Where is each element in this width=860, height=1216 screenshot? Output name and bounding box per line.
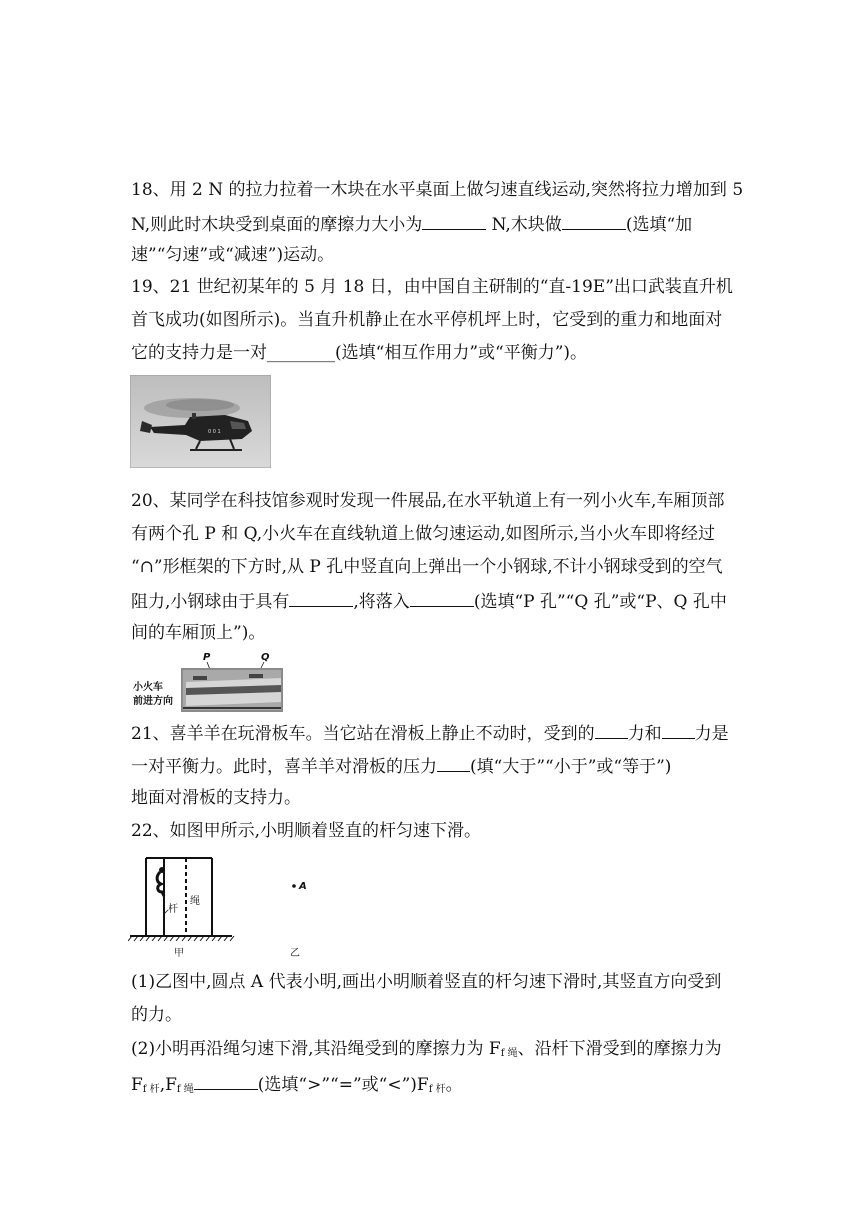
- q20-text-4b: ,将落入: [353, 592, 410, 612]
- q22-part2-text-2c: (选填“>”“=”或“<”)F: [257, 1075, 429, 1095]
- train-diagram: [131, 648, 283, 712]
- q20-line-2: [131, 524, 715, 544]
- q18-text-2a: N,则此时木块受到桌面的摩擦力大小为: [131, 215, 423, 235]
- q22-text-1: 22、如图甲所示,小明顺着竖直的杆匀速下滑。: [131, 821, 482, 841]
- answer-blank[interactable]: [562, 213, 626, 230]
- label-yi: 乙: [290, 948, 300, 959]
- label-jia: 甲: [174, 948, 184, 959]
- helicopter-photo: [130, 375, 271, 468]
- q22-part2-text-2b: ,F: [159, 1075, 177, 1095]
- subscript-f-gan-2: f 杆: [428, 1084, 446, 1095]
- q20-line-4: [131, 590, 727, 612]
- point-a: [292, 884, 296, 888]
- subscript-f-sheng: f 绳: [500, 1048, 518, 1059]
- q21-text-2b: (填“大于”“小于”或“等于”): [470, 757, 672, 777]
- pole-rope-figure: [128, 852, 328, 962]
- pole-rope-diagram: [128, 852, 328, 962]
- answer-blank[interactable]: [662, 722, 695, 739]
- answer-blank[interactable]: [289, 590, 353, 607]
- label-a: A: [299, 881, 307, 892]
- q22-part2-text-1b: 、沿杆下滑受到的摩擦力为: [517, 1039, 722, 1059]
- q19-text-2: 首飞成功(如图所示)。当直升机静止在水平停机坪上时，它受到的重力和地面对: [131, 310, 723, 330]
- q22-part2-text-2d: 。: [445, 1075, 463, 1095]
- helicopter-image: [130, 375, 271, 468]
- q20-text-3: “∩”形框架的下方时,从 P 孔中竖直向上弹出一个小钢球,不计小钢球受到的空气: [131, 557, 723, 577]
- answer-blank[interactable]: [437, 755, 470, 772]
- label-sheng: 绳: [190, 896, 200, 907]
- q22-part2-line-2: [131, 1073, 463, 1100]
- answer-blank[interactable]: [410, 590, 474, 607]
- q20-line-3: [131, 557, 723, 577]
- q18-text-2b: N,木块做: [486, 215, 562, 235]
- q19-text-3: 它的支持力是一对________(选填“相互作用力”或“平衡力”)。: [131, 343, 588, 363]
- q21-line-1: [131, 722, 729, 744]
- q19-line-3: [131, 343, 587, 363]
- answer-blank[interactable]: [595, 722, 628, 739]
- q19-line-2: [131, 310, 722, 330]
- q20-text-2: 有两个孔 P 和 Q,小火车在直线轨道上做匀速运动,如图所示,当小火车即将经过: [131, 524, 715, 544]
- q22-part1-text-1: (1)乙图中,圆点 A 代表小明,画出小明顺着竖直的杆匀速下滑时,其竖直方向受到: [131, 972, 722, 992]
- q19-text-1: 19、21 世纪初某年的 5 月 18 日，由中国自主研制的“直-19E”出口武装直升机: [131, 277, 733, 297]
- q22-part2-text-2a: F: [131, 1075, 143, 1095]
- q20-text-1: 20、某同学在科技馆参观时发现一件展品,在水平轨道上有一列小火车,车厢顶部: [131, 491, 725, 511]
- train-label-2: 前进方向: [133, 696, 173, 707]
- q18-line-1: [131, 180, 743, 200]
- q20-text-5: 间的车厢顶上”)。: [131, 623, 266, 643]
- q21-text-1b: 力和: [627, 724, 662, 744]
- q20-text-4a: 阻力,小钢球由于具有: [131, 592, 290, 612]
- label-q: Q: [261, 652, 270, 663]
- q21-line-2: [131, 755, 671, 777]
- q18-text-2c: (选填“加: [625, 215, 693, 235]
- q20-line-5: [131, 623, 265, 643]
- q20-line-1: [131, 491, 724, 511]
- q22-part2-line-1: [131, 1039, 722, 1064]
- q22-part2-text-1a: (2)小明再沿绳匀速下滑,其沿绳受到的摩擦力为 F: [131, 1039, 501, 1059]
- train-figure: [131, 648, 283, 712]
- q21-text-2a: 一对平衡力。此时，喜羊羊对滑板的压力: [131, 757, 437, 777]
- q18-text-1: 18、用 2 N 的拉力拉着一木块在水平桌面上做匀速直线运动,突然将拉力增加到 5: [131, 180, 744, 200]
- q18-text-3: 速”“匀速”或“减速”)运动。: [131, 245, 335, 265]
- q22-line-1: [131, 821, 481, 841]
- subscript-f-sheng-2: f 绳: [176, 1084, 194, 1095]
- train-label-1: 小火车: [133, 682, 163, 693]
- label-gan: 杆: [168, 904, 178, 915]
- q22-part1-text-2: 的力。: [131, 1005, 182, 1025]
- q21-line-3: [131, 788, 301, 808]
- subscript-f-gan: f 杆: [142, 1084, 160, 1095]
- answer-blank[interactable]: [422, 213, 486, 230]
- q22-part1-line-1: [131, 972, 721, 992]
- q21-text-1c: 力是: [694, 724, 729, 744]
- q22-part1-line-2: [131, 1005, 182, 1025]
- q21-text-3: 地面对滑板的支持力。: [131, 788, 301, 808]
- q21-text-1a: 21、喜羊羊在玩滑板车。当它站在滑板上静止不动时，受到的: [131, 724, 595, 744]
- q18-line-2: [131, 213, 692, 235]
- svg-text:0 0 1: 0 0 1: [208, 429, 221, 435]
- label-p: P: [203, 652, 211, 663]
- q18-line-3: [131, 245, 334, 265]
- q19-line-1: [131, 277, 733, 297]
- q20-text-4c: (选填“P 孔”“Q 孔”或“P、Q 孔中: [473, 592, 727, 612]
- answer-blank[interactable]: [194, 1073, 258, 1090]
